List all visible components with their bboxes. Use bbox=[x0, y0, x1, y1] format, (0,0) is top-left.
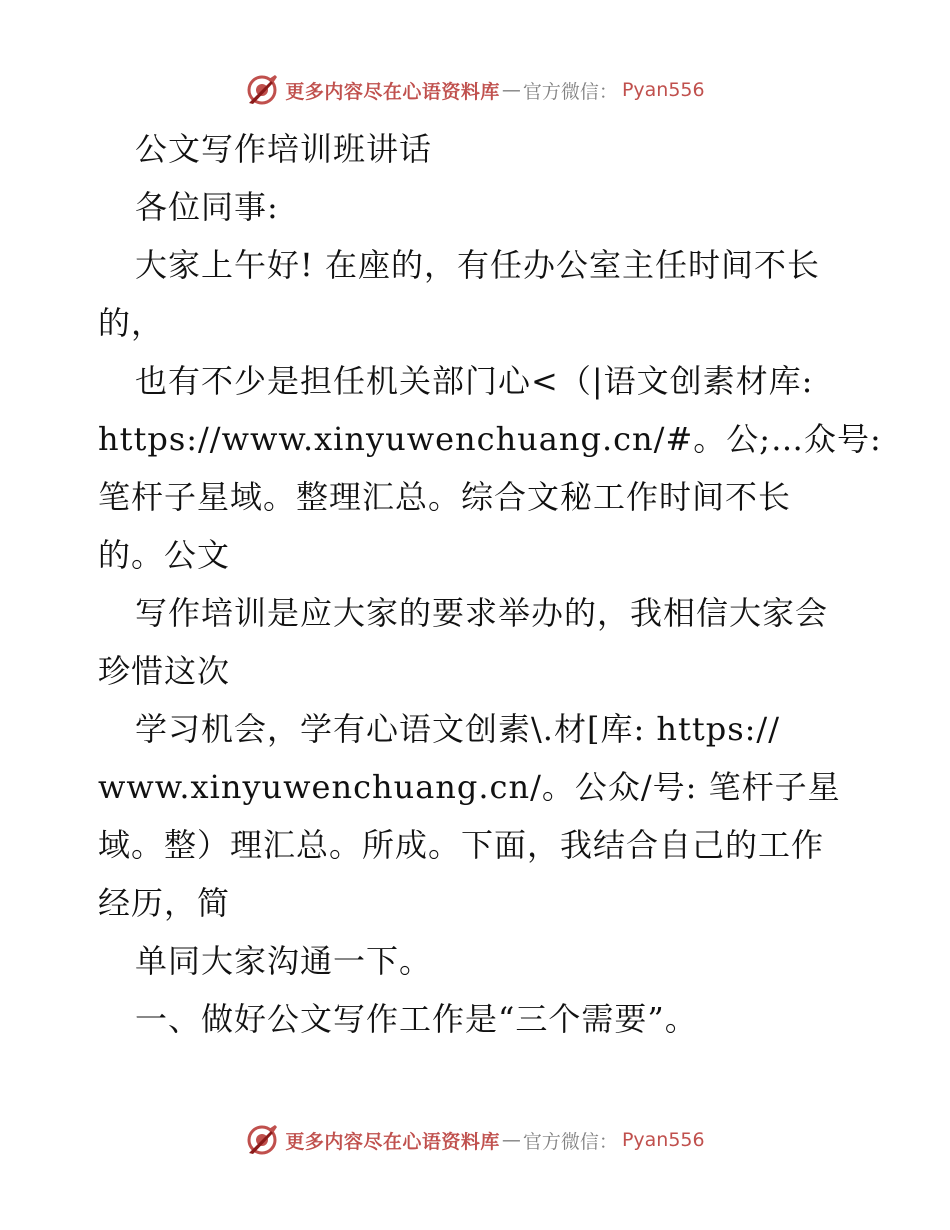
paragraph-line: 珍惜这次 bbox=[98, 652, 231, 690]
paragraph-line: 大家上午好! 在座的，有任办公室主任时间不长 bbox=[135, 246, 821, 284]
banner-wechat-label: 官方微信： bbox=[522, 80, 618, 103]
paragraph-line: 的。公文 bbox=[98, 536, 231, 574]
paragraph-line: 经历，简 bbox=[98, 884, 231, 922]
banner-dash: — bbox=[501, 1129, 521, 1151]
banner-title: 更多内容尽在心语资料库 bbox=[285, 1130, 500, 1153]
paragraph-line: 域。整）理汇总。所成。下面，我结合自己的工作 bbox=[98, 826, 825, 864]
banner-wechat-handle: Pyan556 bbox=[621, 79, 705, 101]
pen-logo-icon bbox=[245, 1123, 279, 1157]
paragraph-line: https://www.xinyuwenchuang.cn/#。公;…众号: bbox=[98, 420, 882, 458]
section-heading: 一、做好公文写作工作是“三个需要”。 bbox=[135, 1000, 698, 1038]
paragraph-line: 单同大家沟通一下。 bbox=[135, 942, 433, 980]
salutation: 各位同事: bbox=[135, 188, 279, 226]
document-title: 公文写作培训班讲话 bbox=[135, 130, 433, 168]
banner-title: 更多内容尽在心语资料库 bbox=[285, 80, 500, 103]
footer-banner bbox=[0, 1120, 950, 1160]
paragraph-line: 写作培训是应大家的要求举办的，我相信大家会 bbox=[135, 594, 829, 632]
paragraph-line: 学习机会，学有心语文创素\.材[库: https:// bbox=[135, 710, 780, 748]
banner-dash: — bbox=[501, 79, 521, 101]
banner-wechat-label: 官方微信： bbox=[522, 1130, 618, 1153]
paragraph-line: 也有不少是担任机关部门心<（|语文创素材库: bbox=[135, 362, 814, 400]
banner-wechat-handle: Pyan556 bbox=[621, 1129, 705, 1151]
document-body bbox=[98, 120, 882, 1048]
paragraph-line: 笔杆子星域。整理汇总。综合文秘工作时间不长 bbox=[98, 478, 792, 516]
paragraph-line: www.xinyuwenchuang.cn/。公众/号: 笔杆子星 bbox=[98, 768, 841, 806]
paragraph-line: 的， bbox=[98, 304, 165, 342]
header-banner bbox=[0, 70, 950, 110]
pen-logo-icon bbox=[245, 73, 279, 107]
